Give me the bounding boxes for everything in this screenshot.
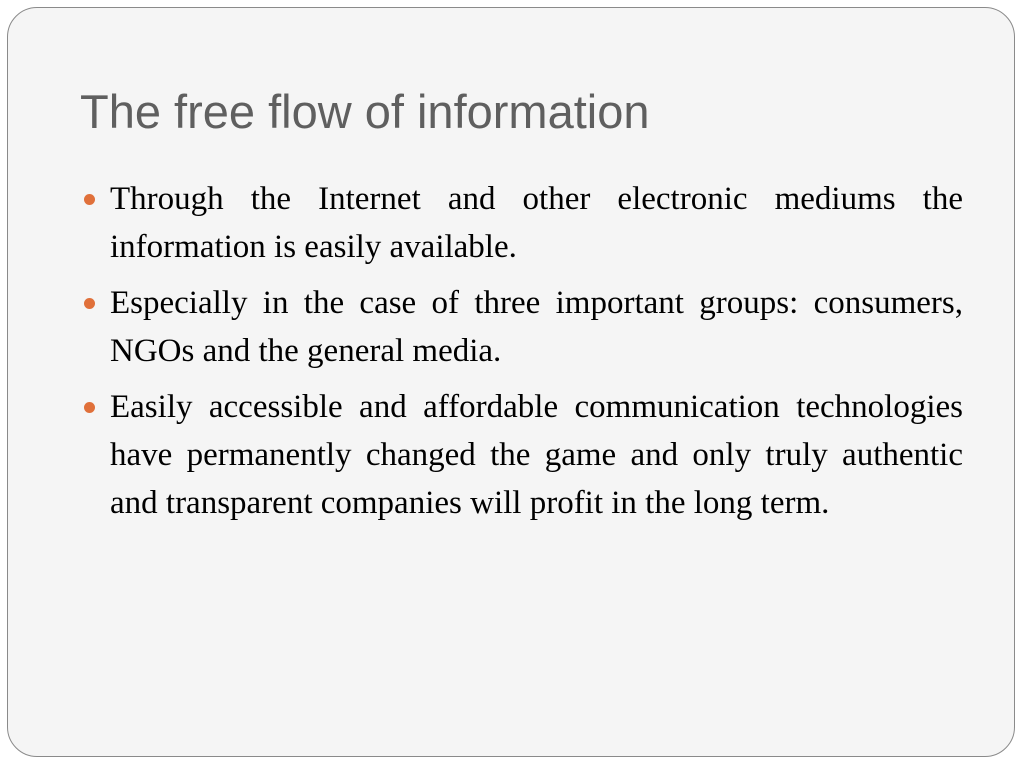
- bullet-item: [80, 383, 963, 527]
- bullet-text: Especially in the case of three important groups: consumers, NGOs and the general media.: [110, 285, 963, 369]
- bullet-item: [80, 279, 963, 375]
- bullet-dot-icon: [84, 194, 95, 205]
- bullet-item: [80, 175, 963, 271]
- slide-frame: [7, 7, 1015, 757]
- bullet-dot-icon: [84, 298, 95, 309]
- bullet-list: [80, 175, 963, 535]
- bullet-dot-icon: [84, 402, 95, 413]
- slide-title: The free flow of information: [80, 85, 650, 138]
- bullet-text: Through the Internet and other electronic mediums the information is easily available.: [110, 181, 963, 265]
- bullet-text: Easily accessible and affordable communication technologies have permanently changed the game and only truly authentic and transparent companies will profit in the long term.: [110, 389, 963, 521]
